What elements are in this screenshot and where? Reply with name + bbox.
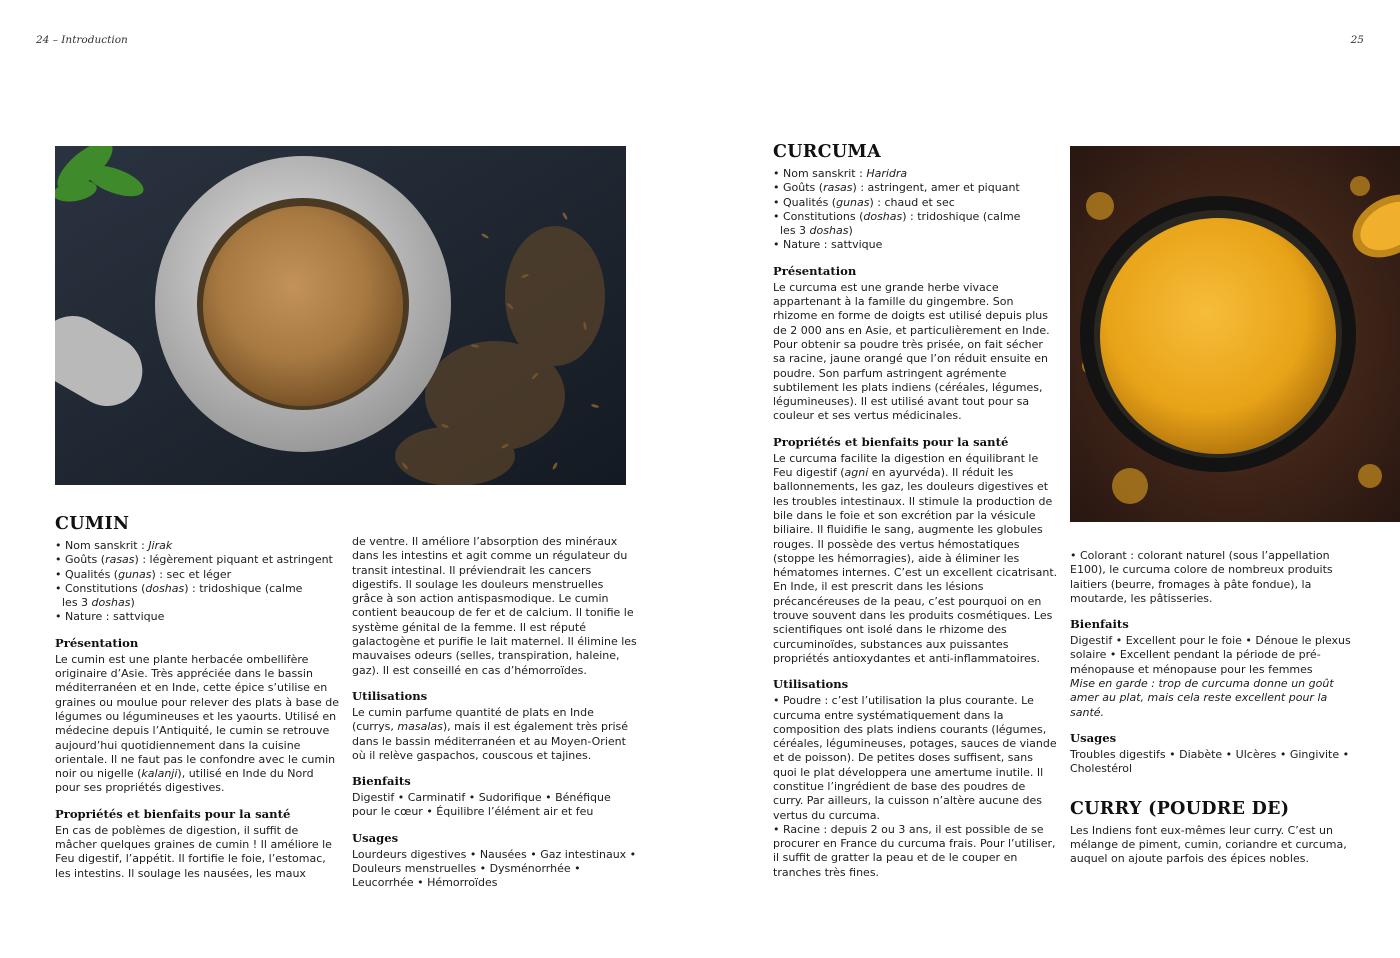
curcuma-constitutions: • Constitutions (doshas) : tridoshique (calme les 3 doshas)	[773, 209, 1021, 238]
curcuma-benefits-text: Digestif • Excellent pour le foie • Dénoue le plexus solaire • Excellent pendant la période de pré-ménopause et ménopause pour les femmes	[1070, 634, 1351, 676]
curcuma-usages-text: Troubles digestifs • Diabète • Ulcères • Gingivite • Cholestérol	[1070, 747, 1350, 776]
cumin-usages-heading: Usages	[352, 830, 399, 845]
cumin-presentation-heading: Présentation	[55, 635, 139, 650]
cumin-usages-text: Lourdeurs digestives • Nausées • Gaz intestinaux • Douleurs menstruelles • Dysménorrhée • Leucorrhée • Hémorroïdes	[352, 847, 637, 890]
cumin-qualities: • Qualités (gunas) : sec et léger	[55, 567, 232, 581]
curcuma-presentation-text: Le curcuma est une grande herbe vivace appartenant à la famille du gingembre. Son rhizome en forme de doigts est utilisé depuis plus de 2 000 ans en Asie, et particulièrement en Inde. Pour obtenir sa poudre très prisée, on fait sécher sa racine, jaune orangé que l’on réduit ensuite en poudre. Son parfum astringent agrémente subtilement les plats indiens (céréales, légumes, légumineuses). Il est utilisé avant tout pour sa couleur et ses vertus médicinales.	[773, 280, 1050, 423]
folio-left: 24 – Introduction	[36, 34, 128, 46]
curcuma-sanskrit: • Nom sanskrit : Haridra	[773, 167, 908, 180]
cumin-properties-heading: Propriétés et bienfaits pour la santé	[55, 806, 291, 821]
curcuma-uses-heading: Utilisations	[773, 677, 849, 692]
curcuma-properties-text: Le curcuma facilite la digestion en équilibrant le Feu digestif (agni en ayurvéda). Il réduit les ballonnements, les gaz, les douleurs digestives et les troubles intestinaux. Il stimule la production de bile dans le foie et son excrétion par la vésicule biliaire. Il fluidifie le sang, augmente les globules rouges. Il possède des vertus hémostatiques (stoppe les hémorragies), aide à éliminer les hématomes internes. C’est un excellent cicatrisant. En Inde, il est prescrit dans les lésions précancéreuses de la peau, c’est pourquoi on en trouve souvent dans les produits cosmétiques. Les scientifiques ont isolé dans le rhizome des curcuminoïdes, substances aux puissantes propriétés antioxydantes et anti-inflammatoires.	[773, 451, 1058, 665]
cumin-presentation-text: Le cumin est une plante herbacée ombellifère originaire d’Asie. Très appréciée dans le bassin méditerranéen et en Inde, cette épice s’utilise en graines ou moulue pour relever des plats à base de légumes ou légumineuses et les yaourts. Utilisé en médecine depuis l’Antiquité, le cumin se retrouve aujourd’hui quotidiennement dans la cuisine orientale. Il ne faut pas le confondre avec le cumin noir ou nigelle (kalanji), utilisé en Inde du Nord pour ses propriétés digestives.	[55, 652, 340, 795]
cumin-photo	[55, 146, 626, 485]
curcuma-photo	[1070, 146, 1400, 522]
curry-text: Les Indiens font eux-mêmes leur curry. C’est un mélange de piment, cumin, coriandre et curcuma, auquel on ajoute parfois des épices nobles.	[1070, 823, 1347, 866]
curcuma-presentation-heading: Présentation	[773, 263, 857, 278]
curcuma-benefits-heading: Bienfaits	[1070, 617, 1129, 632]
cumin-nature: • Nature : sattvique	[55, 610, 165, 624]
curcuma-facts-list	[773, 167, 1058, 253]
cumin-uses-heading: Utilisations	[352, 688, 428, 703]
cumin-uses-text: Le cumin parfume quantité de plats en Inde (currys, masalas), mais il est également très prisé dans le bassin méditerranéen et au Moyen-Orient où il relève gaspachos, couscous et tajines.	[352, 705, 629, 762]
cumin-benefits-text: Digestif • Carminatif • Sudorifique • Bénéfique pour le cœur • Équilibre l’élément air et feu	[352, 791, 611, 819]
cumin-constitutions: • Constitutions (doshas) : tridoshique (calme les 3 doshas)	[55, 581, 303, 610]
cumin-sanskrit: • Nom sanskrit : Jirak	[55, 539, 173, 552]
curry-title: CURRY (POUDRE DE)	[1070, 798, 1290, 819]
curcuma-qualities: • Qualités (gunas) : chaud et sec	[773, 195, 955, 209]
curcuma-use-root: • Racine : depuis 2 ou 3 ans, il est possible de se procurer en France du curcuma frais. Pour l’utiliser, il suffit de gratter la peau et de le couper en tranches très fines.	[773, 822, 1056, 879]
curcuma-warning: Mise en garde : trop de curcuma donne un goût amer au plat, mais cela reste excellent pour la santé.	[1070, 677, 1334, 719]
cumin-tastes: • Goûts (rasas) : légèrement piquant et astringent	[55, 553, 333, 567]
curcuma-properties-heading: Propriétés et bienfaits pour la santé	[773, 434, 1009, 449]
cumin-column-2	[352, 535, 637, 891]
cumin-column-1	[55, 512, 340, 881]
cumin-facts-list	[55, 539, 340, 625]
curcuma-use-colorant: • Colorant : colorant naturel (sous l’appellation E100), le curcuma colore de nombreux produits laitiers (beurre, fromages à pâte fondue), la moutarde, les pâtisseries.	[1070, 549, 1333, 605]
cumin-title: CUMIN	[55, 514, 130, 534]
cumin-properties-text: En cas de poblèmes de digestion, il suffit de mâcher quelques graines de cumin ! Il améliore le Feu digestif, l’appétit. Il fortifie le foie, l’estomac, les intestins. Il soulage les nausées, les maux	[55, 823, 332, 880]
curcuma-usages-heading: Usages	[1070, 730, 1117, 745]
folio-right: 25	[1350, 34, 1364, 46]
curcuma-column-2	[1070, 549, 1360, 866]
curcuma-title: CURCUMA	[773, 142, 881, 162]
cumin-benefits-heading: Bienfaits	[352, 774, 411, 789]
curcuma-nature: • Nature : sattvique	[773, 238, 883, 252]
curcuma-column-1	[773, 140, 1058, 880]
cumin-properties-text-continued: de ventre. Il améliore l’absorption des minéraux dans les intestins et agit comme un régulateur du transit intestinal. Il préviendrait les cancers digestifs. Il soulage les douleurs menstruelles grâce à son action antispasmodique. Le cumin contient beaucoup de fer et de calcium. Il tonifie le système génital de la femme. Il est réputé galactogène et purifie le lait maternel. Il élimine les mauvaises odeurs (selles, transpiration, haleine, gaz). Il est conseillé en cas d’hémorroïdes.	[352, 535, 637, 677]
curcuma-use-powder: • Poudre : c’est l’utilisation la plus courante. Le curcuma entre systématiquement dans la composition des plats indiens courants (légumes, céréales, légumineuses, potages, sauces de viande et de poisson). De petites doses suffisent, sans quoi le plat développera une amertume inutile. Il constitue l’ingrédient de base des poudres de curry. Par ailleurs, la cuisson n’altère aucune des vertus du curcuma.	[773, 694, 1057, 822]
curcuma-tastes: • Goûts (rasas) : astringent, amer et piquant	[773, 181, 1020, 195]
